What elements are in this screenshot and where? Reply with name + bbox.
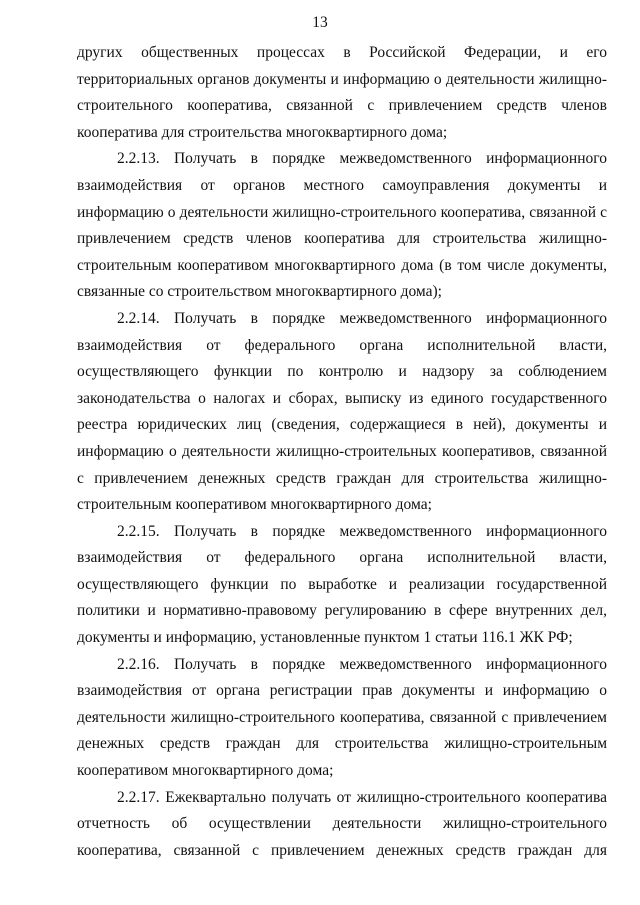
text-line: взаимодействия от органов местного самоуправления документы и	[77, 176, 607, 194]
text-line: с привлечением денежных средств граждан для строительства жилищно-	[77, 469, 607, 487]
text-line: документы и информацию, установленные пунктом 1 статьи 116.1 ЖК РФ;	[77, 629, 573, 647]
text-line: других общественных процессах в Российской Федерации, и его	[77, 44, 607, 61]
text-line: деятельности жилищно-строительного кооператива, связанной с привлечением	[77, 708, 607, 726]
text-line: 2.2.14. Получать в порядке межведомственного информационного	[117, 309, 607, 327]
text-line: 2.2.16. Получать в порядке межведомственного информационного	[117, 655, 607, 673]
text-line: законодательства о налогах и сборах, выписку из единого государственного	[77, 389, 607, 407]
paragraph-2-2-17	[77, 785, 607, 865]
text-line: осуществляющего функции по контролю и надзору за соблюдением	[77, 363, 607, 381]
document-body	[77, 40, 607, 864]
text-line: кооперативом многоквартирного дома;	[77, 762, 334, 780]
text-line: кооператива для строительства многоквартирного дома;	[77, 123, 448, 141]
text-line: информацию о деятельности жилищно-строительных кооперативов, связанной	[77, 442, 607, 460]
text-line: политики и нормативно-правовому регулированию в сфере внутренних дел,	[77, 602, 607, 620]
paragraph-2-2-14	[77, 306, 607, 519]
paragraph-2-2-13	[77, 146, 607, 306]
text-line: взаимодействия от федерального органа исполнительной власти,	[77, 549, 607, 567]
text-line: строительным кооперативом многоквартирного дома (в том числе документы,	[77, 256, 607, 274]
text-line: 2.2.13. Получать в порядке межведомственного информационного	[117, 150, 607, 168]
text-line: взаимодействия от федерального органа исполнительной власти,	[77, 336, 607, 354]
paragraph-2-2-15	[77, 519, 607, 652]
text-line: денежных средств граждан для строительства жилищно-строительным	[77, 735, 607, 753]
text-line: информацию о деятельности жилищно-строительного кооператива, связанной с	[77, 203, 607, 221]
text-line: связанные со строительством многоквартирного дома);	[77, 283, 442, 301]
page-number: 13	[312, 14, 328, 31]
text-line: взаимодействия от органа регистрации прав документы и информацию о	[77, 682, 607, 700]
text-line: отчетность об осуществлении деятельности жилищно-строительного	[77, 815, 607, 833]
text-line: осуществляющего функции по выработке и реализации государственной	[77, 575, 607, 593]
paragraph-continuation	[77, 40, 607, 146]
text-line: реестра юридических лиц (сведения, содержащиеся в ней), документы и	[77, 416, 607, 434]
text-line: территориальных органов документы и информацию о деятельности жилищно-	[77, 70, 607, 88]
text-line: 2.2.15. Получать в порядке межведомственного информационного	[117, 522, 607, 540]
text-line: строительного кооператива, связанной с привлечением средств членов	[77, 97, 607, 115]
text-line: кооператива, связанной с привлечением денежных средств граждан для	[77, 841, 607, 859]
text-line: привлечением средств членов кооператива для строительства жилищно-	[77, 230, 607, 248]
text-line: 2.2.17. Ежеквартально получать от жилищно-строительного кооператива	[117, 788, 607, 806]
paragraph-2-2-16	[77, 652, 607, 785]
text-line: строительным кооперативом многоквартирного дома;	[77, 496, 432, 514]
